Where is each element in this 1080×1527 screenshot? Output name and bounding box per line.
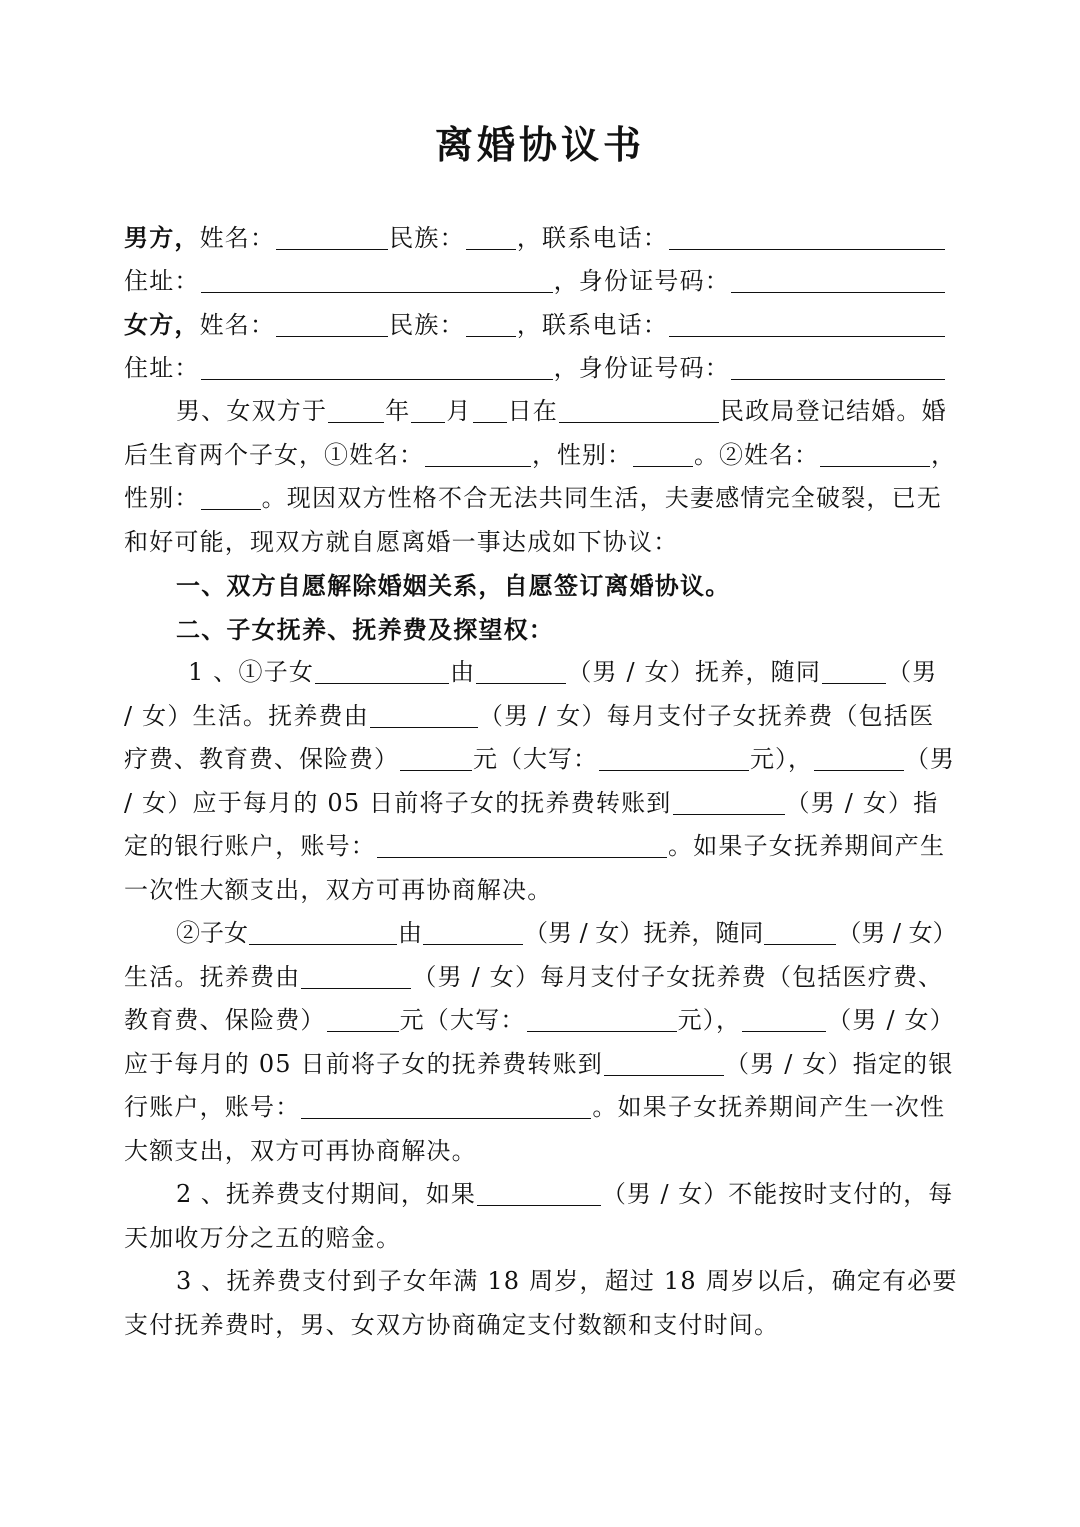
intro-text: 。现因双方性格不合无法共同生活，夫妻感情完全破裂，已无 [261,484,943,512]
female-id-label: ，身份证号码： [553,353,731,382]
child1-transferor-blank[interactable] [814,744,904,771]
male-address-label: 住址： [124,266,200,295]
clause-text: ②子女 [176,919,248,947]
female-id-blank[interactable] [731,353,945,380]
male-label: 男方， [124,223,200,252]
clause-text: 教育费、保险费） [124,1006,326,1034]
clause-text: （男 [905,745,955,773]
child1-gender-blank[interactable] [633,440,693,467]
child1-clause-name-blank[interactable] [315,657,449,684]
male-phone-blank[interactable] [669,223,945,250]
male-name-blank[interactable] [276,223,388,250]
civil-affairs-bureau-blank[interactable] [559,396,719,423]
clause-text: 由 [398,919,422,947]
clause-text: 1 、①子女 [188,658,315,686]
clause-text: （男 / 女）指 [785,788,939,817]
clause-text: 行账户，账号： [124,1093,301,1121]
male-address-line [124,260,958,304]
intro-line-1 [124,390,958,434]
document-body [124,216,958,1347]
intro-text: 年 [385,397,411,425]
intro-text: ，性别： [532,440,632,469]
intro-text: 性别： [124,484,200,512]
document-title: 离婚协议书 [434,122,645,167]
male-id-label: ，身份证号码： [553,266,731,295]
child2-live-with-blank[interactable] [764,918,836,945]
intro-line-2 [124,434,958,478]
clause-text: 生活。抚养费由 [124,962,301,991]
clause-text: （男 / 女） [837,919,957,947]
child2-custodian-blank[interactable] [423,918,523,945]
marriage-year-blank[interactable] [328,396,384,423]
female-name-label: 姓名： [199,311,276,339]
male-ethnicity-label: 民族： [389,224,465,252]
clause-text: （男 / 女）抚养，随同 [524,919,764,947]
section-2-heading: 二、子女抚养、抚养费及探望权： [176,614,554,644]
clause-text: 一次性大额支出，双方可再协商解决。 [124,875,553,904]
male-info-line [124,216,958,260]
child2-recipient-blank[interactable] [604,1049,724,1076]
child1-line-4 [124,782,958,826]
clause-text: （男 [887,658,938,686]
clause-text: （男 / 女）抚养，随同 [567,658,822,686]
child2-line-3 [124,999,958,1043]
child2-name-blank[interactable] [820,440,930,467]
female-info-line [124,303,958,347]
child1-line-5 [124,825,958,869]
clause3-line-2 [124,1304,958,1348]
female-ethnicity-label: 民族： [389,311,465,339]
marriage-month-blank[interactable] [411,396,445,423]
male-ethnicity-blank[interactable] [466,223,516,250]
clause-text: （男 / 女）每月支付子女抚养费（包括医疗费、 [412,962,944,991]
child2-amount-blank[interactable] [327,1005,399,1032]
child2-clause-name-blank[interactable] [249,918,397,945]
male-name-label: 姓名： [199,224,276,252]
female-phone-label: ，联系电话： [516,311,669,339]
clause2-line-1 [124,1173,958,1217]
child2-gender-blank[interactable] [201,483,261,510]
child1-line-1 [124,651,958,695]
female-address-label: 住址： [124,353,200,382]
intro-text: 月 [446,397,472,425]
child1-recipient-blank[interactable] [673,788,785,815]
child2-line-2 [124,956,958,1000]
intro-line-4 [124,521,958,565]
child1-line-2 [124,695,958,739]
clause-text: 大额支出，双方可再协商解决。 [124,1136,477,1165]
child1-amount-words-blank[interactable] [599,744,749,771]
child2-payer-blank[interactable] [301,962,411,989]
clause-text: 天加收万分之五的赔金。 [124,1223,402,1252]
clause-text: 疗费、教育费、保险费） [124,745,399,773]
clause-text: 支付抚养费时，男、女双方协商确定支付数额和支付时间。 [124,1310,780,1339]
marriage-day-blank[interactable] [473,396,507,423]
child1-line-6 [124,869,958,913]
child2-line-5 [124,1086,958,1130]
clause-text: / 女）生活。抚养费由 [124,701,369,730]
child2-line-1 [124,912,958,956]
intro-text: 男、女双方于 [176,397,328,425]
child1-live-with-blank[interactable] [822,657,886,684]
intro-text: 后生育两个子女，①姓名： [124,440,424,469]
child1-payer-blank[interactable] [370,701,478,728]
clause-text: 元）， [677,1006,742,1034]
child2-amount-words-blank[interactable] [527,1005,677,1032]
clause-text: 定的银行账户，账号： [124,832,376,860]
female-name-blank[interactable] [276,310,388,337]
clause-text: 。如果子女抚养期间产生一次性 [592,1093,946,1121]
child1-name-blank[interactable] [425,440,531,467]
child1-amount-blank[interactable] [400,744,472,771]
clause-text: 元（大写： [399,1006,526,1034]
male-id-blank[interactable] [731,266,945,293]
late-payer-blank[interactable] [477,1179,601,1206]
clause-text: 2 、抚养费支付期间，如果 [176,1180,476,1208]
intro-text: 和好可能，现双方就自愿离婚一事达成如下协议： [124,527,679,556]
female-ethnicity-blank[interactable] [466,310,516,337]
clause-text: 元）， [750,745,813,773]
clause-text: （男 / 女）指定的银 [725,1049,954,1078]
clause-text: （男 / 女） [827,1006,955,1034]
intro-text: 民政局登记结婚。婚 [720,397,947,425]
clause-text: 。如果子女抚养期间产生 [668,832,946,860]
clause2-line-2 [124,1217,958,1261]
child2-line-4 [124,1043,958,1087]
child1-account-blank[interactable] [377,831,667,858]
clause-text: 应于每月的 05 日前将子女的抚养费转账到 [124,1049,603,1078]
female-label: 女方， [124,310,200,339]
male-phone-label: ，联系电话： [516,224,669,252]
child2-account-blank[interactable] [301,1092,591,1119]
intro-text: 。②姓名： [694,440,819,469]
clause-text: / 女）应于每月的 05 日前将子女的抚养费转账到 [124,788,672,817]
female-address-blank[interactable] [201,353,553,380]
child1-custodian-blank[interactable] [476,657,566,684]
female-phone-blank[interactable] [669,310,945,337]
clause-text: （男 / 女）每月支付子女抚养费（包括医 [478,701,935,730]
child1-line-3 [124,738,958,782]
intro-text: 日在 [507,397,559,425]
section-1-heading: 一、双方自愿解除婚姻关系，自愿签订离婚协议。 [176,571,731,600]
child2-transferor-blank[interactable] [742,1005,826,1032]
intro-text: ， [931,440,956,469]
intro-line-3 [124,477,958,521]
clause3-line-1 [124,1260,958,1304]
clause-text: 元（大写： [473,745,598,773]
female-address-line [124,347,958,391]
clause-text: 3 、抚养费支付到子女年满 18 周岁，超过 18 周岁以后，确定有必要 [176,1267,958,1295]
clause-text: （男 / 女）不能按时支付的，每 [601,1180,954,1208]
child2-line-6 [124,1130,958,1174]
clause-text: 由 [450,658,476,686]
male-address-blank[interactable] [201,266,553,293]
